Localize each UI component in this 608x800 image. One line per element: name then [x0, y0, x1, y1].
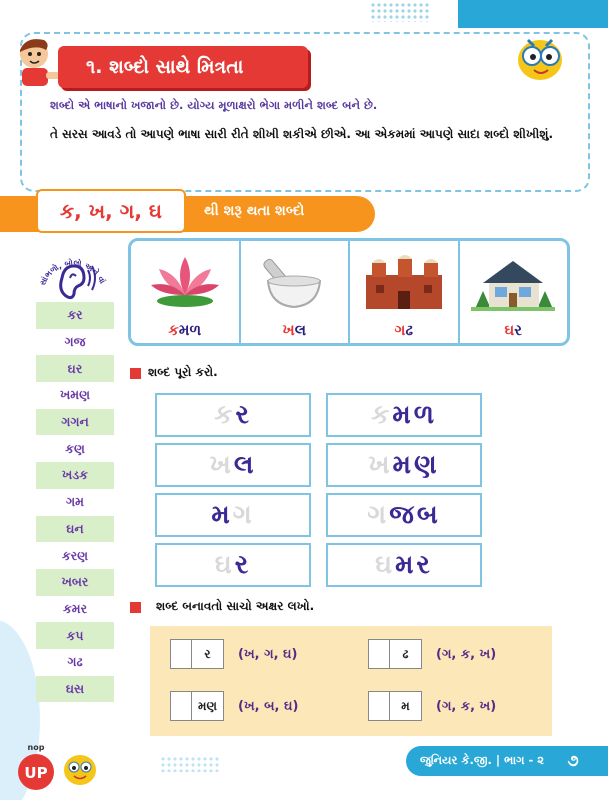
picture-word: કમળ: [168, 321, 202, 339]
picture-word: ઘર: [504, 321, 523, 339]
word-list-item: ગમ: [66, 494, 84, 510]
footer-dots: [160, 756, 220, 772]
picture-card: [350, 241, 460, 343]
dotted-letter: ગ: [367, 499, 390, 530]
section-bullet: [130, 368, 141, 379]
section2-label: શબ્દ બનાવતો સાચો અક્ષર લખો.: [156, 599, 315, 613]
listen-label: સાંભળો, બોલો અને વાં: [38, 258, 108, 287]
word-list-item: કપ: [36, 622, 114, 649]
section-bullet: [130, 602, 141, 613]
dotted-letter: ખ: [209, 449, 234, 480]
letter-options: (ગ, ક, ખ): [436, 698, 497, 714]
dotted-letter: ગ: [232, 499, 255, 530]
word-list-item: ઘર: [36, 355, 114, 382]
page-number: ૭: [567, 751, 579, 770]
ink-letters: મ: [211, 499, 233, 530]
svg-text:સાંભળો, બોલો અને વાંચો: [36, 238, 108, 287]
trace-box[interactable]: [155, 443, 311, 487]
mortar-pestle-icon: [254, 251, 334, 313]
ink-letters: ર: [235, 399, 252, 430]
ear-icon: [36, 238, 110, 302]
exercise-row: [170, 688, 298, 724]
trace-box[interactable]: [326, 393, 482, 437]
trace-box[interactable]: [155, 543, 311, 587]
trace-box[interactable]: [155, 493, 311, 537]
ink-letters: મળ: [392, 399, 437, 430]
picture-card: [241, 241, 351, 343]
fort-icon: [362, 251, 446, 313]
section1-label: શબ્દ પૂરો કરો.: [148, 365, 218, 379]
given-letters: મ: [390, 691, 422, 721]
letter-options: (ખ, બ, ઘ): [238, 698, 299, 714]
picture-card: [131, 241, 241, 343]
word-list-item: કરણ: [61, 547, 89, 563]
dotted-letter: ક: [371, 399, 393, 430]
word-list-item: ઘસ: [36, 676, 114, 703]
ink-letters: જબ: [389, 499, 441, 530]
word-list-item: ખમણ: [59, 387, 90, 403]
logo-text: UP: [24, 764, 48, 782]
word-list-item: ગજ: [64, 334, 86, 350]
top-blue-band: [458, 0, 608, 28]
answer-blank[interactable]: [368, 639, 390, 669]
dotted-letter: ખ: [368, 449, 393, 480]
letter-options: (ખ, ગ, ઘ): [238, 646, 298, 662]
ink-letters: મણ: [392, 449, 440, 480]
footer-book-label: જુનિયર કે.જી. | ભાગ - ૨: [420, 753, 545, 767]
word-list-item: ગઢ: [67, 654, 83, 670]
picture-card: [460, 241, 568, 343]
dotted-letter: ઘ: [375, 549, 396, 580]
intro-line-1: શબ્દો એ ભાષાનો ખજાનો છે. યોગ્ય મૂળાક્ષરો ભેગા મળીને શબ્દ બને છે.: [50, 98, 378, 112]
given-letters: મણ: [192, 691, 224, 721]
house-icon: [471, 251, 555, 313]
word-list-item: ખબર: [36, 569, 114, 596]
lesson-title: ૧. શબ્દો સાથે મિત્રતા: [58, 46, 308, 88]
trace-box[interactable]: [326, 443, 482, 487]
dotted-letter: ઘ: [214, 549, 235, 580]
given-letters: ઢ: [390, 639, 422, 669]
answer-blank[interactable]: [368, 691, 390, 721]
trace-box[interactable]: [326, 493, 482, 537]
listen-badge: [36, 238, 110, 302]
logo-small-text: nop: [27, 743, 45, 752]
exercise-row: [368, 636, 496, 672]
exercise-row: [368, 688, 496, 724]
trace-box[interactable]: [326, 543, 482, 587]
mascot-small-icon: [64, 755, 96, 785]
ink-letters: લ: [233, 449, 257, 480]
word-list-item: ગગન: [36, 409, 114, 436]
ink-letters: મર: [395, 549, 433, 580]
word-list-item: ઘન: [36, 516, 114, 543]
unit-suffix: થી શરૂ થતા શબ્દો: [204, 203, 305, 219]
yellow-mascot-icon: [508, 30, 572, 86]
top-dots: [370, 2, 430, 22]
word-list-item: કમર: [62, 600, 88, 616]
ink-letters: ર: [234, 549, 252, 580]
letter-options: (ગ, ક, ખ): [436, 646, 497, 662]
publisher-logo: [6, 736, 126, 796]
exercise-row: [170, 636, 297, 672]
unit-letters: ક, ખ, ગ, ઘ: [36, 189, 186, 233]
picture-word-box: [128, 238, 570, 346]
lotus-icon: [145, 251, 225, 313]
word-list-item: કણ: [65, 440, 85, 456]
trace-box[interactable]: [155, 393, 311, 437]
word-list-item: ખડક: [36, 462, 114, 489]
word-list-item: કર: [36, 302, 114, 329]
intro-line-2: તે સરસ આવડે તો આપણે ભાષા સારી રીતે શીખી શકીએ છીએ. આ એકમમાં આપણે સાદા શબ્દો શીખીશું.: [50, 127, 554, 141]
answer-blank[interactable]: [170, 691, 192, 721]
answer-blank[interactable]: [170, 639, 192, 669]
given-letters: ર: [192, 639, 224, 669]
picture-word: ખલ: [282, 321, 307, 339]
dotted-letter: ક: [214, 399, 236, 430]
picture-word: ગઢ: [394, 321, 413, 339]
word-list: [36, 302, 114, 702]
